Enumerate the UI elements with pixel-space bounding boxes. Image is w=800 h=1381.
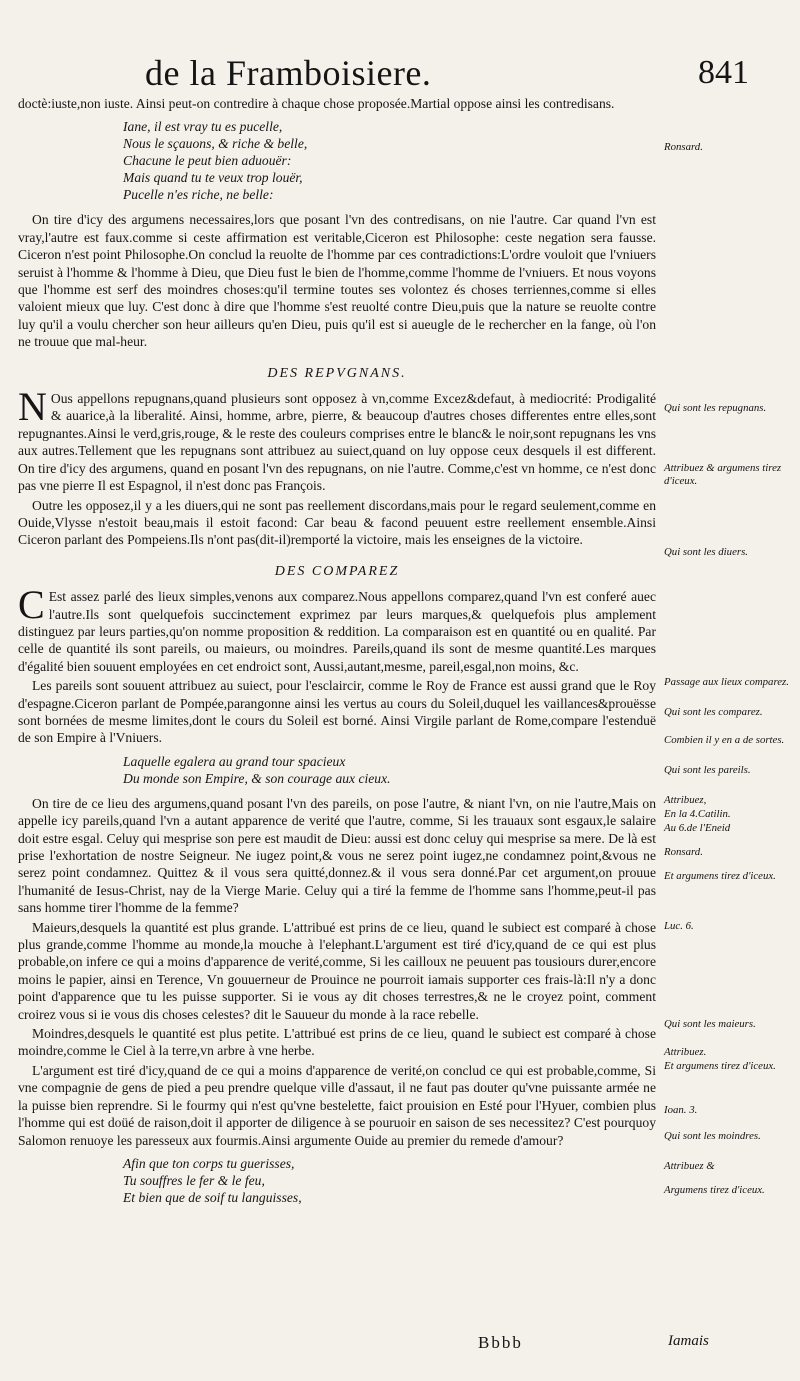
verse-line: Laquelle egalera au grand tour spacieux: [123, 753, 346, 769]
verse-martial: [123, 118, 656, 203]
margin-note: Qui sont les comparez.: [664, 706, 763, 718]
verse-line: Du monde son Empire, & son courage aux cieux.: [123, 770, 391, 786]
margin-note: Qui sont les pareils.: [664, 764, 751, 776]
paragraph: [18, 582, 656, 675]
margin-note: En la 4.Catilin.: [664, 808, 731, 820]
verse-ouide: [123, 1155, 656, 1206]
paragraph: L'argument est tiré d'icy,quand de ce qui a moins d'apparence de verité,on conclud ce qui est probable,comme, Si vne compagnie de gens de pied a peu prendre quelque ville d'assaut, il ne faut pas douter qu'vne puissante armée ne la puisse bien reprendre. Si le fourmy qui n'est qu'vne bestelette, faict prouision en Esté pour l'Hyuer, combien plus l'homme qui est doüé de raison,doit il apporter de diligence à se pouruoir en saison de ses necessitez? C'est pourquoy Salomon renuoye les paresseux aux fourmis.Ainsi argumente Ouide au premier du remede d'amour?: [18, 1062, 656, 1148]
margin-note: Attribuez & argumens tirez d'iceux.: [664, 462, 782, 487]
margin-note: Ronsard.: [664, 846, 703, 858]
margin-note: Qui sont les maieurs.: [664, 1018, 756, 1030]
margin-note: Et argumens tirez d'iceux.: [664, 1060, 776, 1072]
paragraph: Moindres,desquels le quantité est plus petite. L'attribué est prins de ce lieu, quand le subiect est comparé à chose moindre,comme le Ciel à la terre,vn arbre à vne herbe.: [18, 1026, 656, 1059]
margin-note: Et argumens tirez d'iceux.: [664, 870, 776, 882]
verse-line: Iane, il est vray tu es pucelle,: [123, 119, 283, 135]
drop-cap: C: [18, 582, 45, 628]
main-text-column: [18, 95, 656, 1214]
verse-line: Tu souffres le fer & le feu,: [123, 1172, 265, 1188]
margin-note: Attribuez &: [664, 1160, 715, 1172]
verse-line: Et bien que de soif tu languisses,: [123, 1189, 302, 1205]
paragraph: Outre les opposez,il y a les diuers,qui ne sont pas reellement discordans,mais pour le regard seulement,comme en Ouide,Vlysse n'estoit beau,mais il estoit facond: Car beau & facond peuuent estre reellement ensemble.Ainsi Ciceron parlant des Pompeiens.Ils n'ont pas(dit-il)remporté la victoire, mais les enseignes de la victoire.: [18, 497, 656, 548]
verse-line: Nous le sçauons, & riche & belle,: [123, 136, 308, 152]
verse-line: Pucelle n'es riche, ne belle:: [123, 187, 274, 203]
margin-note: Attribuez,: [664, 794, 707, 806]
paragraph: [18, 384, 656, 494]
paragraph: Maieurs,desquels la quantité est plus grande. L'attribué est prins de ce lieu, quand le subiect est comparé à chose plus grande,comme l'homme au monde,la mouche à l'elephant.L'argument est tiré d'icy,quand de ce qui est plus probable,on infere ce qui a moins d'apparence de verité,comme, Si les cailloux ne peuuent pas tousiours durer,encore moins le papier, ainsi en Terence, Vn gouuerneur de Prouince ne pourroit iamais supporter ces frais-là:Il n'y a donc point d'apparence que tu les puisse supporter. Si ie vous ay dit choses terrestres,& ne le croyez point, comment croirez vous si ie vous dis choses celestes? dit le Sauueur du monde à la race rebelle.: [18, 919, 656, 1022]
paragraph: On tire d'icy des argumens necessaires,lors que posant l'vn des contredisans, on nie l'autre. Car quand l'vn est vray,l'autre est faux.comme si ceste affirmation est veritable,Ciceron est Philosophe: ceste negation sera fausse. Ciceron n'est point Philosophe.On conclud la reuolte de l'homme par ces contradictions:L'ordre vouloit que l'vniuers seruist à l'homme & l'homme à Dieu, que Dieu fust le bien de l'homme,comme l'homme de l'vniuers. Et nous voyons que l'homme est serf des moindres choses:qu'il termine toutes ses volontez és choses terriennes,comme si elles valoient mieux que luy. C'est donc à dire que l'homme s'est reuolté contre Dieu,puis que la nature se reuolte contre luy qu'il a voulu chercher son heur ailleurs qu'en Dieu, puis qu'il est si aueugle de le rechercher en la fange, où l'on ne trouue que mal-heur.: [18, 212, 656, 350]
page-number: 841: [698, 54, 749, 91]
signature-mark: Bbbb: [478, 1333, 523, 1352]
margin-note: Argumens tirez d'iceux.: [664, 1184, 765, 1196]
margin-note: Qui sont les repugnans.: [664, 402, 767, 414]
margin-note: Qui sont les moindres.: [664, 1130, 761, 1142]
paragraph-text: Ous appellons repugnans,quand plusieurs sont opposez à vn,comme Excez&defaut, à mediocrité: Prodigalité & auarice,à la liberalité. Ainsi, homme, arbre, pierre, & beaucoup d'autres choses differentes entre elles,sont repugnantes.Ainsi le verd,gris,rouge, & le reste des couleurs comprises entre le blanc& le noir,sont repugnans les vns aux autres.Tellement que les repugnans sont attribuez au suiect,quand on luy oppose ceux desquels il est different. On tire d'icy des argumens, quand en posant l'vn des repugnans, on nie l'autre. Comme,c'est vn homme, ce n'est donc pas vne pierre Il est Espagnol, il n'est donc pas François.: [18, 391, 656, 494]
verse-line: Afin que ton corps tu guerisses,: [123, 1155, 295, 1171]
paragraph: On tire de ce lieu des argumens,quand posant l'vn des pareils, on pose l'autre, & niant l'vn, on nie l'autre,Mais on appelle icy pareils,quand l'vn a autant apparence de verité que l'autre, comme, Si les trauaux sont esgaux,le salaire doit estre esgal. Celuy qui mesprise son pere est maudit de Dieu: aussi est donc celuy qui mesprise sa mere. De là est prise l'exhortation de nostre Seigneur. Ne iugez point,& vous ne serez point iugez,ne condamnez point,&vous ne serez point condamnez. Quittez & il vous sera quitté,donnez.& il vous sera donné.Par cet argument,on prouue l'humanité de Iesus-Christ, nay de la Vierge Marie. Celuy qui a tiré la femme de l'homme sans l'homme,peut-il pas sans homme tirer l'homme de la femme?: [18, 795, 656, 916]
section-heading-comparez: DES COMPAREZ: [274, 563, 400, 579]
drop-cap: N: [18, 384, 47, 430]
margin-note: Combien il y en a de sortes.: [664, 734, 785, 746]
section-heading-repugnans: DES REPVGNANS.: [267, 365, 407, 381]
paragraph: Les pareils sont souuent attribuez au suiect, pour l'esclaircir, comme le Roy de France est aussi grand que le Roy d'espagne.Ciceron parlant de Pompée,parangonne ainsi les vertus au cours du Soleil,duquel les vaillances&prouësse sont bornées de mesme limites,dont le cours du Soleil est borné. Ainsi Virgile parlant de Rome,compare l'estenduë de son Empire à l'Vniuers.: [18, 678, 656, 746]
margin-note: Ronsard.: [664, 141, 703, 153]
running-title: de la Framboisiere.: [145, 53, 432, 93]
margin-note: Passage aux lieux comparez.: [664, 676, 789, 688]
verse-virgile: [123, 753, 656, 787]
verse-line: Chacune le peut bien aduouër:: [123, 153, 292, 169]
paragraph-text: Est assez parlé des lieux simples,venons aux comparez.Nous appellons comparez,quand l'vn est conferé auec l'autre.Ils sont quelquefois succinctement exprimez par leurs marques,& quelquefois plus amplement distinguez par leurs parties,qu'on nomme proposition & reddition. La comparaison est en quantité ou en qualité. Par celle de quantité ils sont pareils, ou maieurs, ou moindres. Pareils,quand ils sont de mesme quantité.Les marques d'égalité bien souuent employées en cet endroict sont, Aussi,autant,mesme, pareil,esgal,non moins, &c.: [18, 589, 656, 674]
margin-note: Qui sont les diuers.: [664, 546, 748, 558]
margin-note: Ioan. 3.: [664, 1104, 698, 1116]
margin-note: Au 6.de l'Eneid: [664, 822, 731, 834]
margin-note: Luc. 6.: [664, 920, 694, 932]
intro-paragraph: doctè:iuste,non iuste. Ainsi peut-on contredire à chaque chose proposée.Martial oppose ainsi les contredisans.: [18, 96, 615, 111]
catchword: Iamais: [668, 1333, 709, 1349]
margin-note: Attribuez.: [664, 1046, 707, 1058]
verse-line: Mais quand tu te veux trop louër,: [123, 170, 303, 186]
